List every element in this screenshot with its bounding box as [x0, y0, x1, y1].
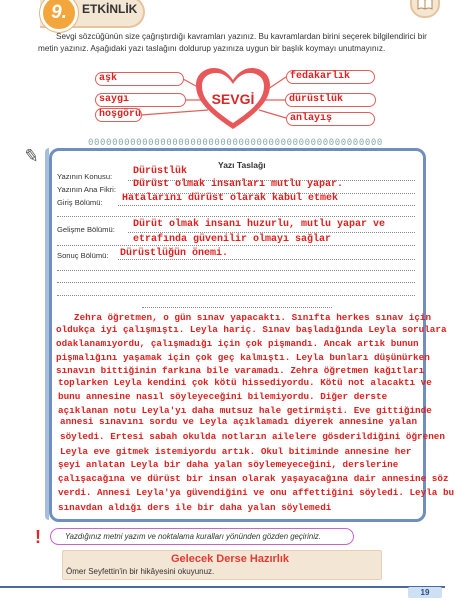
- story-line: Zehra öğretmen, o gün sınav yapacaktı. Sınıfta herkes sınav için: [74, 312, 432, 323]
- concept-left-3: hoşgörü: [95, 108, 142, 122]
- dotted-line: [57, 245, 415, 246]
- story-line: şeyi anlatan Leyla bir daha yalan söylemeyeceğini, derslerine: [58, 459, 399, 470]
- story-line: söyledi. Ertesi sabah okulda notların ailelere gösderildiğini öğrenen: [60, 431, 445, 442]
- dotted-line: [57, 295, 415, 296]
- activity-title: ETKİNLİK: [82, 2, 138, 16]
- story-line: pişmalığını yaşamak için çok geç kalmıştı. Leyla bunları düşünürken: [56, 352, 430, 363]
- page-number: 19: [408, 587, 442, 598]
- field-answer-development-1: Dürüt olmak insanı huzurlu, mutlu yapar ve: [133, 219, 386, 230]
- review-reminder: Yazdığınız metni yazım ve noktalama kuralları yönünden gözden geçiriniz.: [50, 528, 354, 545]
- concept-left-1: aşk: [95, 72, 184, 86]
- field-label-main-idea: Yazının Ana Fikri:: [57, 185, 116, 194]
- concept-right-3: anlayış: [286, 112, 375, 126]
- field-label-development: Gelişme Bölümü:: [57, 225, 115, 234]
- story-line: toplarken Leyla kendini çok kötü hissediyordu. Kötü not alacaktı ve: [58, 377, 432, 388]
- dotted-line: [57, 216, 415, 217]
- story-line: Leyla eve gitmek istemiyordu artık. Okul bitiminde annesine her: [60, 446, 412, 457]
- field-answer-main-idea: Dürüst olmak insanları mutlu yapar.: [133, 179, 344, 190]
- field-answer-conclusion: Dürüstlüğün önemi.: [120, 248, 229, 259]
- story-line: açıklanan notu Leyla'yı daha mutsuz hale getirmişti. Eve gittiğinde: [58, 405, 432, 416]
- concept-center: SEVGİ: [211, 91, 255, 107]
- concept-right-1: fedakarlık: [286, 70, 375, 84]
- story-line: oldukça iyi çalışmıştı. Leyla hariç. Sınav başladığında Leyla sorulara: [56, 324, 447, 335]
- story-line: verdi. Annesi Leyla'ya güvendiğini ve onu affettiğini söyledi. Leyla bu: [58, 487, 455, 498]
- story-line: bunu annesine nasıl söyleyeceğini bilemiyordu. Diğer derste: [58, 391, 388, 402]
- field-label-conclusion: Sonuç Bölümü:: [57, 251, 109, 260]
- dotted-line: [57, 282, 415, 283]
- story-line: sınavdan aldığı ders ile bir daha yalan söylemedi: [58, 502, 332, 513]
- next-lesson-text: Ömer Seyfettin'in bir hikâyesini okuyunuz.: [66, 567, 215, 576]
- concept-left-2: saygı: [95, 93, 186, 107]
- story-line: odaklanamıyordu, çalışmadığı için çok pişmandı. Ancak artık bunun: [56, 338, 419, 349]
- draft-title: Yazı Taslağı: [218, 160, 266, 170]
- field-answer-topic: Dürüstlük: [133, 166, 188, 177]
- footer-rule: [0, 586, 445, 588]
- dotted-line: [57, 270, 415, 271]
- concept-right-2: dürüstlük: [285, 93, 376, 107]
- notebook-spiral: 0000000000000000000000000000000000000000000000000: [88, 138, 383, 148]
- pencil-icon: ✎: [22, 145, 41, 167]
- story-line: annesi sınavını sordu ve Leyla açıklamadı diyerek annesine yalan: [60, 416, 418, 427]
- story-line: sınavın bittiğinin farkına bile varamadı. Zehra öğretmen kağıtları: [56, 365, 425, 376]
- activity-number-badge: 9.: [40, 0, 78, 32]
- next-lesson-title: Gelecek Derse Hazırlık: [171, 553, 290, 565]
- field-label-topic: Yazının Konusu:: [57, 172, 113, 181]
- field-label-intro: Giriş Bölümü:: [57, 198, 103, 207]
- story-line: çalışacağına ve dürüst bir insan olarak yaşayacağına dair annesine söz: [58, 473, 449, 484]
- field-answer-development-2: etrafında güvenilir olmayı sağlar: [133, 234, 332, 245]
- instructions-text: Sevgi sözcüğünün size çağrıştırdığı kavramları yazınız. Bu kavramlardan birini seçerek bilgilendirici bir metin yazınız. Aşağıdaki yazı taslağını doldurup yazınıza uygun bir başlık koymayı unutmayınız.: [38, 32, 427, 53]
- dotted-line: [142, 307, 332, 308]
- exclamation-icon: !: [35, 527, 41, 547]
- field-answer-intro: Hatalarını dürüst olarak kabul etmek: [122, 193, 339, 204]
